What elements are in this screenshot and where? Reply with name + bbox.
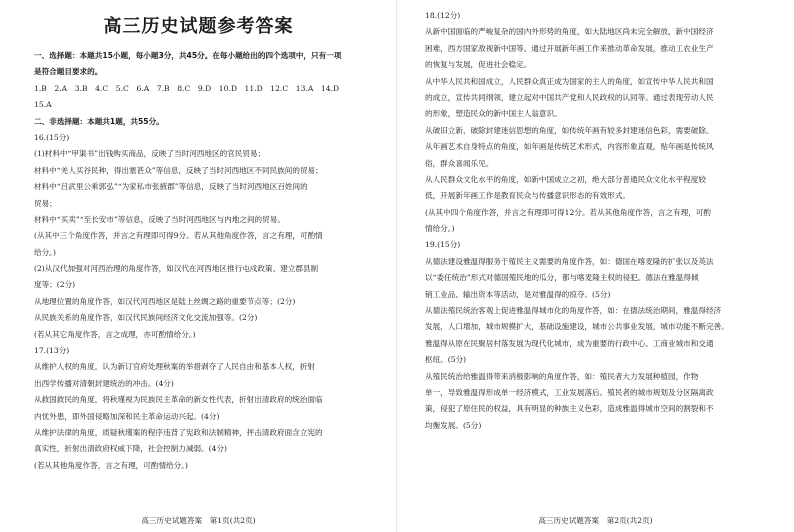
text-line: 枢纽。(5分)	[425, 355, 467, 365]
text-line: 以“委任统治”形式对德国殖民地的瓜分，都与喀麦隆主权的侵犯。德法在雅温得倾	[425, 273, 699, 283]
text-line: 从人民群众文化水平的角度，如新中国成立之初，绝大部分普通民众文化水平程度较	[425, 174, 706, 184]
text-line: (从其中三个角度作答，并言之有理即可得9分。若从其他角度作答，言之有理，可酌情	[34, 231, 323, 241]
text-line: 一、选择题：本题共15小题，每小题3分，共45分。在每小题给出的四个选项中，只有一项	[34, 51, 342, 60]
text-line: 从维护法律的角度，质疑秋瑾案的程序违背了宪政和法制精神，抨击清政府面含立宪的	[34, 427, 323, 437]
text-line: 出西学传播对清朝封建统治的冲击。(4分)	[34, 378, 174, 388]
text-line: 是符合题目要求的。	[34, 67, 103, 77]
text-line: 从维护人权的角度，认为新订官府处理秋案的举措剥夺了人民自由和基本人权，折射	[34, 362, 315, 372]
text-line: 二、非选择题：本题共1题，共55分。	[34, 116, 164, 126]
text-line: 从救国救民的角度，将秋瑾视为民族民主革命的新女性代表，折射出清政府的统治面临	[34, 395, 323, 405]
text-line: 的成立，宣传共同纲领，建立起对中国共产党和人民政权的认同等。通过表现劳动人民	[425, 92, 714, 102]
text-line: 的恢复与发展，促进社会稳定。	[425, 60, 532, 70]
text-line: 从年画艺术自身特点的角度，如年画是传统艺术形式，内容形象直观，贴年画是传统风	[425, 142, 714, 152]
text-line: 从地理位置的角度作答，如汉代河西地区是陆上丝绸之路的重要节点等；(2分)	[34, 296, 296, 306]
text-line: 材料中“买卖”“至长安市”等信息，反映了当时河西地区与内地之间的贸易。	[34, 214, 285, 224]
text-line: 低，开展新年画工作是教育民众与传播意识形态的有效形式。	[425, 191, 631, 201]
text-line: 15.A	[34, 100, 52, 110]
page-footer: 高三历史试题答案 第2页(共2页)	[538, 516, 653, 525]
text-line: 材料中“吕武里公乘郭弘”“为家私市张掖郡”等信息，反映了当时河西地区百姓间的	[34, 182, 308, 192]
text-line: 17.(13分)	[34, 346, 70, 356]
text-line: 从破旧立新，破除封建迷信思想的角度，如传统年画有较多封建迷信色彩，需要破除。	[425, 125, 714, 135]
text-line: (从其中四个角度作答，并言之有理即可得12分。若从其他角度作答，言之有理，可酌	[425, 207, 711, 217]
text-line: 内忧外患，即外国侵略加深和民主革命运动兴起。(4分)	[34, 411, 220, 421]
text-line: (若从其他角度作答，言之有理，可酌情给分。)	[34, 460, 188, 470]
text-line: 的形象，塑造民众的新中国主人翁意识。	[425, 109, 562, 119]
text-line: 从殖民统治给雅温得带来消极影响的角度作答，如：殖民者大力发展种植园，作物	[425, 371, 699, 381]
text-line: 从民族关系的角度作答，如汉代民族间经济文化交流加强等。(2分)	[34, 313, 258, 323]
text-line: 材料中“羌人买谷民种，得出塞甚众”等信息，反映了当时河西地区不同民族间的贸易；	[34, 165, 323, 175]
text-line: 销工业品、输出资本等活动，是对雅温得的掠夺。(5分)	[425, 289, 611, 299]
text-line: 16.(15分)	[34, 132, 70, 142]
text-line: 雅温得从原在民聚居村落发展为现代化城市，成为重要的行政中心、工商业城市和交通	[425, 338, 714, 348]
text-line: 给分。)	[34, 247, 56, 257]
page-2-body	[425, 8, 778, 434]
text-line: 从德法殖民统治客观上促进雅温得城市化的角度作答，如：在德法统治期间，雅温得经济	[425, 306, 722, 316]
text-line: (若从其它角度作答，言之成理，亦可酌情给分。)	[34, 329, 196, 339]
text-line: 真实性，折射出清政府权威下降，社会控制力减弱。(4分)	[34, 444, 228, 454]
page-footer: 高三历史试题答案 第1页(共2页)	[141, 516, 256, 525]
text-line: 均衡发展。(5分)	[425, 420, 482, 430]
page-title: 高三历史试题参考答案	[103, 16, 294, 37]
answer-page-2	[397, 0, 794, 532]
text-line: (1)材料中“甲渠书”出钱购买商品，反映了当时河西地区的官民贸易；	[34, 149, 266, 159]
text-line: 情给分。)	[425, 224, 455, 234]
text-line: 从德法建设雅温得服务于殖民主义需要的角度作答，如：德国在喀麦隆的扩张以及英法	[425, 256, 714, 266]
text-line: 发展，人口增加，城市规模扩大，基础设施建设，城市公共事业发展，城市功能不断完善。	[425, 322, 729, 332]
text-line: 19.(15分)	[425, 240, 461, 250]
text-line: 贸易；	[34, 198, 57, 208]
text-line: 1.B 2.A 3.B 4.C 5.C 6.A 7.B 8.C 9.D 10.D 11.D 12.C 13.A 14.D	[34, 83, 340, 93]
text-line: 策，侵犯了原住民的权益，具有明显的种族主义色彩，造成雅温得城市空间的割裂和不	[425, 404, 714, 414]
text-line: 单一，导致雅温得形成单一经济模式，工业发展落后。殖民者的城市规划及分区隔离政	[425, 387, 714, 397]
text-line: 18.(12分)	[425, 11, 461, 20]
text-line: 困难，西方国家敌视新中国等。通过开展新年画工作来推动革命发展，推动工农业生产	[425, 43, 714, 53]
text-line: (2)从汉代加强对河西治理的角度作答，如汉代在河西地区推行屯戍政策、建立郡县制	[34, 264, 319, 274]
text-line: 俗，群众喜闻乐见。	[425, 158, 494, 168]
text-line: 从中华人民共和国成立，人民群众真正成为国家的主人的角度，如宣传中华人民共和国	[425, 76, 714, 86]
text-line: 从新中国面临的严峻复杂的国内外形势的角度，如大陆地区尚未完全解放，新中国经济	[425, 27, 714, 37]
text-line: 度等；(2分)	[34, 280, 76, 290]
page-1-body	[34, 48, 385, 474]
